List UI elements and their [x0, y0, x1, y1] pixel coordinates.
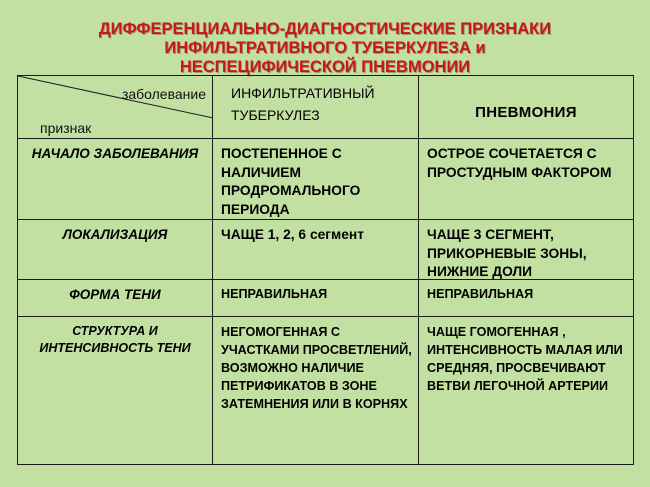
header-tuberculosis: ИНФИЛЬТРАТИВНЫЙ ТУБЕРКУЛЕЗ	[213, 76, 419, 139]
row-shadow-form-tuberculosis: НЕПРАВИЛЬНАЯ	[213, 280, 419, 317]
row-structure-pneumonia: ЧАЩЕ ГОМОГЕННАЯ , ИНТЕНСИВНОСТЬ МАЛАЯ ИЛИ СРЕДНЯЯ, ПРОСВЕЧИВАЮТ ВЕТВИ ЛЕГОЧНОЙ АРТЕРИИ	[427, 325, 623, 393]
header-corner-sign: признак	[40, 120, 92, 136]
row-sign-structure: СТРУКТУРА И ИНТЕНСИВНОСТЬ ТЕНИ	[18, 317, 213, 464]
row-onset-pneumonia: ОСТРОЕ СОЧЕТАЕТСЯ С ПРОСТУДНЫМ ФАКТОРОМ	[419, 139, 633, 220]
row-sign-localization: ЛОКАЛИЗАЦИЯ	[18, 220, 213, 280]
slide-title	[0, 20, 650, 77]
comparison-table	[17, 75, 634, 465]
row-onset-tuberculosis: ПОСТЕПЕННОЕ С НАЛИЧИЕМ ПРОДРОМАЛЬНОГО ПЕРИОДА	[213, 139, 419, 220]
title-line-3: НЕСПЕЦИФИЧЕСКОЙ ПНЕВМОНИИ	[179, 58, 471, 76]
title-line-2: ИНФИЛЬТРАТИВНОГО ТУБЕРКУЛЕЗА и	[164, 39, 486, 57]
header-corner-disease: заболевание	[121, 86, 206, 102]
row-shadow-form-pneumonia: НЕПРАВИЛЬНАЯ	[419, 280, 633, 317]
header-pneumonia: ПНЕВМОНИЯ	[419, 76, 633, 139]
header-corner-cell	[18, 76, 213, 139]
row-localization-pneumonia: ЧАЩЕ 3 СЕГМЕНТ, ПРИКОРНЕВЫЕ ЗОНЫ, НИЖНИЕ ДОЛИ	[419, 220, 633, 280]
title-line-1: ДИФФЕРЕНЦИАЛЬНО-ДИАГНОСТИЧЕСКИЕ ПРИЗНАКИ	[98, 20, 552, 38]
row-sign-shadow-form: ФОРМА ТЕНИ	[18, 280, 213, 317]
row-structure-tuberculosis: НЕГОМОГЕННАЯ С УЧАСТКАМИ ПРОСВЕТЛЕНИЙ, ВОЗМОЖНО НАЛИЧИЕ ПЕТРИФИКАТОВ В ЗОНЕ ЗАТЕМНЕНИЯ ИЛИ В КОРНЯХ	[213, 317, 419, 464]
row-sign-onset: НАЧАЛО ЗАБОЛЕВАНИЯ	[18, 139, 213, 220]
row-localization-tuberculosis: ЧАЩЕ 1, 2, 6 сегмент	[213, 220, 419, 280]
